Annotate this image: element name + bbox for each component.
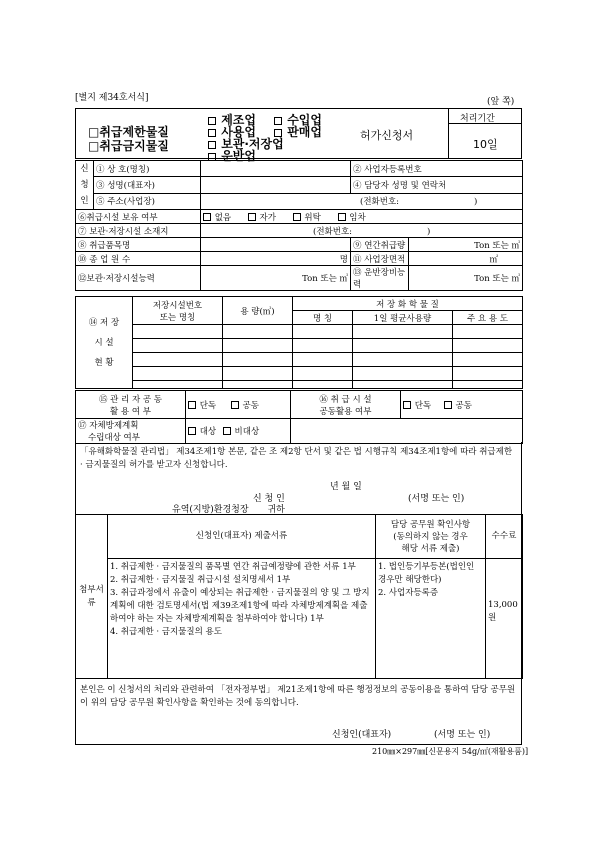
label-annual-volume: ⑨ 연간취급량: [351, 238, 409, 252]
form-header: [75, 108, 522, 163]
label-storage-location: ⑦ 보관·저장시설 소재지: [76, 224, 201, 238]
list-item: 2. 사업자등록증: [378, 588, 439, 598]
label-transport-capacity: ⑬ 운반장비능력: [351, 266, 409, 291]
table-cell[interactable]: [133, 353, 223, 367]
trade-name-field[interactable]: [201, 161, 351, 177]
label-address: ⑤ 주소(사업장): [94, 193, 201, 209]
list-item: 2. 취급제한 · 금지물질 취급시설 설치명세서 1부: [110, 575, 291, 585]
checkbox-icon[interactable]: [188, 401, 196, 409]
applicant-side-label: 신 청 인: [76, 161, 94, 210]
biz-manufacture[interactable]: 제조업: [208, 111, 256, 128]
checkbox-icon[interactable]: [403, 401, 411, 409]
checkbox-icon[interactable]: [188, 427, 196, 435]
col-main-use: 주 요 용 도: [453, 311, 523, 325]
table-cell[interactable]: [353, 367, 453, 381]
table-cell[interactable]: [133, 325, 223, 339]
list-item: 1. 법인등기부등본(법인인 경우만 해당한다): [378, 562, 475, 585]
label-site-area: ⑪ 사업장면적: [351, 252, 409, 266]
applicant-docs-list: [108, 559, 376, 679]
sign-label[interactable]: (서명 또는 인): [408, 494, 465, 504]
list-item: 1. 취급제한 · 금지물질의 품목별 연간 취급예정량에 관한 서류 1부: [110, 562, 356, 572]
facility-shared-options[interactable]: 단독 공동: [401, 391, 523, 419]
table-cell[interactable]: [353, 325, 453, 339]
checkbox-icon[interactable]: [203, 213, 211, 221]
site-area-field[interactable]: ㎡: [409, 252, 523, 266]
form-number: [별지 제34호서식]: [75, 93, 149, 103]
checkbox-icon[interactable]: [248, 213, 256, 221]
table-cell[interactable]: [293, 353, 353, 367]
table-cell[interactable]: [453, 339, 523, 353]
label-storage-capacity: ⑫보관·저장시설능력: [76, 266, 201, 291]
label-self-plan: ⑰ 자체방제계획 수립대상 여부: [76, 419, 186, 444]
period-value: 10일: [473, 138, 498, 151]
attachments-table: [75, 514, 523, 679]
addressee: 유역(지방)환경청장 귀하: [172, 505, 285, 515]
col-official-check: 담당 공무원 확인사항 (동의하지 않는 경우 해당 서류 제출): [376, 515, 486, 559]
address-field[interactable]: (전화번호: ): [201, 193, 523, 209]
checkbox-icon[interactable]: [444, 401, 452, 409]
attachments-label: 첨부서 류: [76, 515, 108, 679]
table-cell[interactable]: [453, 325, 523, 339]
checkbox-icon[interactable]: [338, 213, 346, 221]
label-item-name: ⑧ 취급품목명: [76, 238, 201, 252]
official-check-list: [376, 559, 486, 679]
consent-sign[interactable]: (서명 또는 인): [434, 730, 491, 740]
label-trade-name: ① 상 호(명칭): [94, 161, 201, 177]
col-chem-group: 저 장 화 학 물 질: [293, 297, 523, 311]
date-label[interactable]: 년 월 일: [330, 482, 362, 492]
label-biz-reg-no: ② 사업자등록번호: [351, 161, 523, 177]
biz-transport[interactable]: 운반업: [208, 147, 256, 164]
col-capacity: 용 량(㎥): [223, 297, 293, 325]
list-item: 4. 취급제한 · 금지물질의 용도: [110, 627, 222, 637]
form-title: 허가신청서: [360, 129, 414, 142]
storage-side-label: ⑭ 저 장 시 설 현 황: [76, 297, 133, 389]
applicant-table: [75, 160, 523, 291]
checkbox-icon[interactable]: [231, 401, 239, 409]
table-cell[interactable]: [133, 367, 223, 381]
facility-options[interactable]: 없음 자가 위탁 임차: [201, 210, 523, 224]
col-chem-name: 명 칭: [293, 311, 353, 325]
table-cell[interactable]: [133, 339, 223, 353]
shared-use-table: [75, 390, 523, 444]
table-cell[interactable]: [223, 325, 293, 339]
storage-capacity-field[interactable]: Ton 또는 ㎥: [201, 266, 351, 291]
biz-storage[interactable]: 보관·저장업: [208, 135, 284, 152]
label-manager-shared: ⑮ 관 리 자 공 동 활 용 여 부: [76, 391, 186, 419]
period-label: 처리기간: [460, 114, 495, 124]
table-cell[interactable]: [223, 339, 293, 353]
label-facility-shared: ⑯ 취 급 시 설 공동활용 여부: [291, 391, 401, 419]
self-plan-options[interactable]: 대상 비대상: [186, 419, 291, 444]
paper-spec: 210㎜×297㎜[신문용지 54g/㎡(재활용품)]: [372, 747, 529, 756]
col-daily-use: 1일 평균사용량: [353, 311, 453, 325]
page-side-label: (앞 쪽): [487, 97, 515, 107]
label-facility-owned: ⑥취급시설 보유 여부: [76, 210, 201, 224]
list-item: 3. 취급과정에서 유출이 예상되는 취급제한 · 금지물질의 양 및 그 방지계획에 대한 검토명세서(법 제39조제1항에 따라 자체방제계획을 제출하여야 하는 자는 자체방제계획을 첨부하여야 합니다) 1부: [110, 588, 370, 624]
consent-text: 본인은 이 신청서의 처리와 관련하여 「전자정부법」 제21조제1항에 따른 행정정보의 공동이용을 통하여 담당 공무원이 위의 담당 공무원 확인사항을 확인하는 것에 동의합니다.: [80, 685, 516, 708]
table-cell[interactable]: [293, 339, 353, 353]
checkbox-icon[interactable]: [223, 427, 231, 435]
checkbox-icon[interactable]: [293, 213, 301, 221]
table-cell[interactable]: [453, 367, 523, 381]
biz-sale[interactable]: 판매업: [274, 123, 322, 140]
table-cell[interactable]: [293, 325, 353, 339]
storage-table: [75, 296, 523, 389]
table-cell[interactable]: [223, 353, 293, 367]
biz-import[interactable]: 수입업: [274, 111, 322, 128]
consent-signer: 신청인(대표자): [332, 730, 392, 740]
col-fee: 수수료: [486, 515, 523, 559]
representative-field[interactable]: [201, 177, 351, 193]
declaration-text: 「유해화학물질 관리법」 제34조제1항 본문, 같은 조 제2항 단서 및 같은 법 시행규칙 제34조제1항에 따라 취급제한 · 금지물질의 허가를 받고자 신청합니다.: [80, 447, 513, 470]
col-applicant-docs: 신청인(대표자) 제출서류: [108, 515, 376, 559]
table-cell[interactable]: [353, 339, 453, 353]
fee-value: 13,000원: [486, 559, 523, 679]
table-cell[interactable]: [293, 367, 353, 381]
table-cell[interactable]: [353, 353, 453, 367]
type-restricted[interactable]: □취급제한물질: [88, 125, 169, 139]
biz-use[interactable]: 사용업: [208, 123, 256, 140]
label-representative: ③ 성명(대표자): [94, 177, 201, 193]
col-facility-no: 저장시설번호 또는 명칭: [133, 297, 223, 325]
type-prohibited[interactable]: □취급금지물질: [88, 139, 169, 153]
annual-volume-field[interactable]: Ton 또는 ㎥: [409, 238, 523, 252]
label-employees: ⑩ 종 업 원 수: [76, 252, 201, 266]
label-contact: ④ 담당자 성명 및 연락처: [351, 177, 523, 193]
item-name-field[interactable]: [201, 238, 351, 252]
storage-location-field[interactable]: (전화번호: ): [201, 224, 523, 238]
manager-shared-options[interactable]: 단독 공동: [186, 391, 291, 419]
applicant-label: 신 청 인: [253, 494, 285, 504]
table-cell[interactable]: [223, 367, 293, 381]
transport-capacity-field[interactable]: Ton 또는 ㎥: [409, 266, 523, 291]
table-cell[interactable]: [453, 353, 523, 367]
employees-field[interactable]: 명: [201, 252, 351, 266]
